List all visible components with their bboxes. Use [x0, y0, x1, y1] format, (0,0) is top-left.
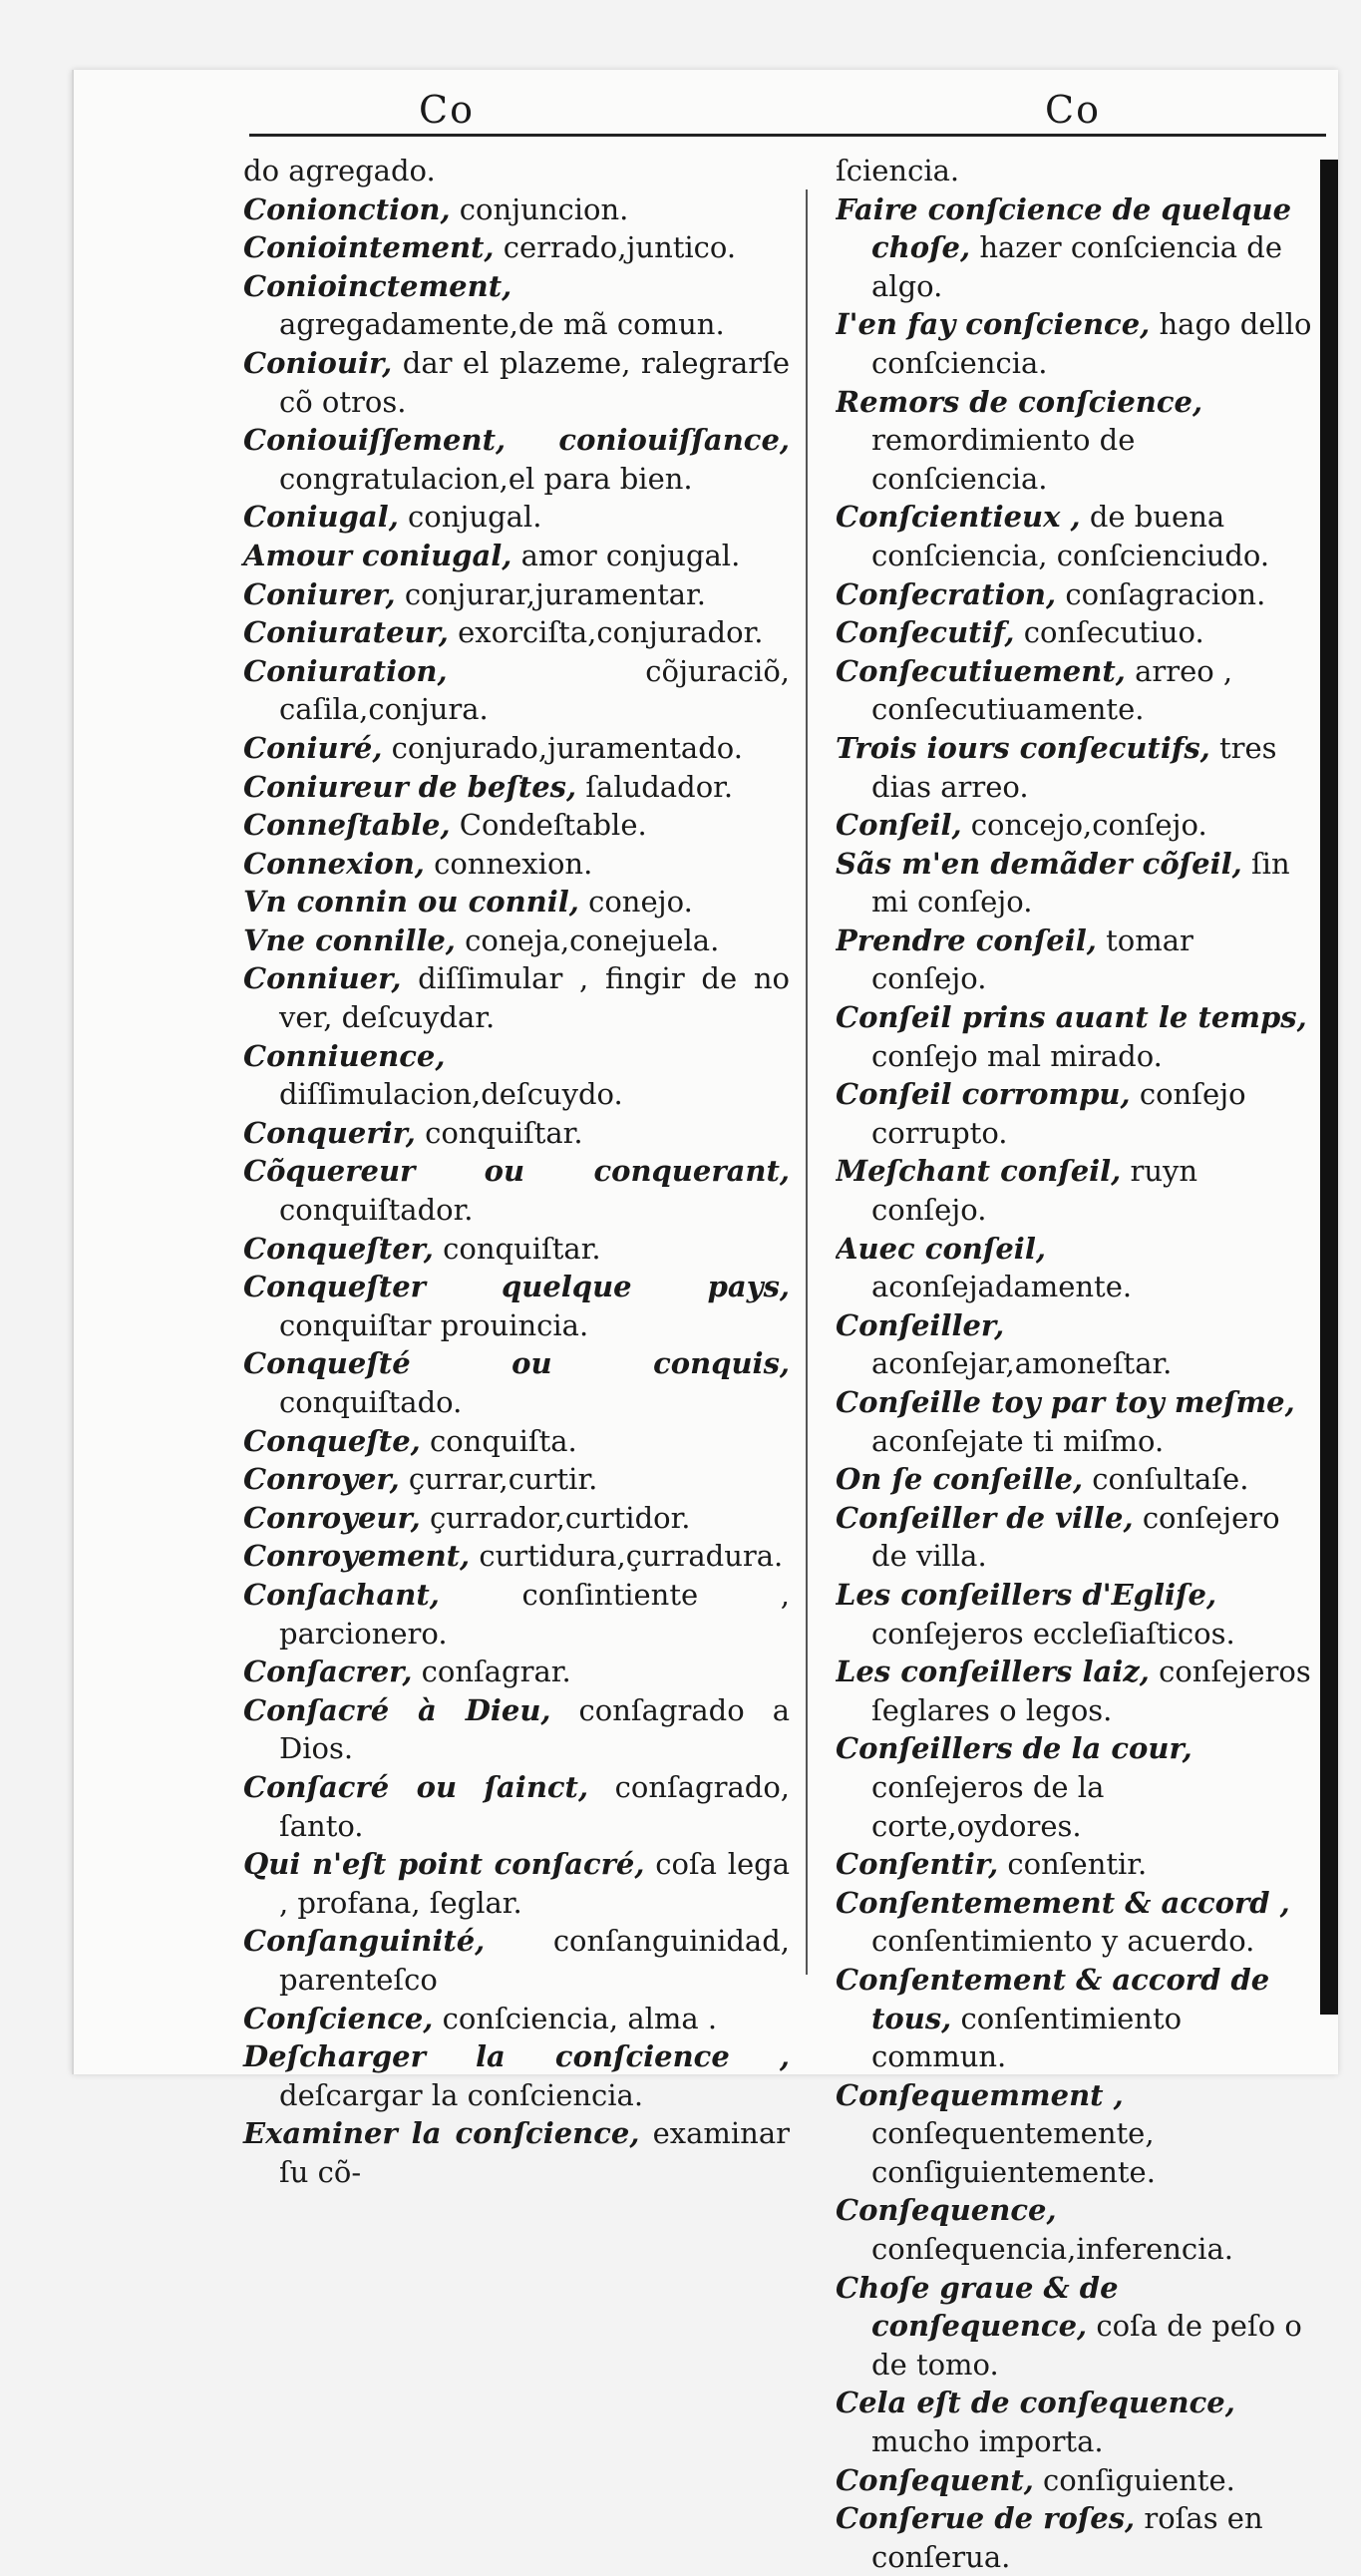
dictionary-entry	[243, 190, 790, 229]
dictionary-entry	[836, 845, 1312, 921]
entry-headword: Conſeiller de ville,	[836, 1500, 1134, 1535]
dictionary-entry	[243, 1152, 790, 1229]
entry-headword: Connexion,	[243, 846, 425, 881]
entry-headword: Conioinctement,	[243, 268, 512, 303]
entry-translation: dar el plazeme, ralegrarſe cõ otros.	[279, 345, 791, 419]
entry-headword: Deſcharger la conſcience ,	[243, 2039, 790, 2074]
entry-translation: conſiguiente.	[1043, 2462, 1235, 2497]
dictionary-entry	[836, 305, 1312, 382]
entry-headword: Conqueſter,	[243, 1231, 434, 1266]
entry-translation: arreo , conſecutiuamente.	[871, 653, 1233, 727]
dictionary-entry	[836, 1845, 1312, 1884]
dictionary-entry	[243, 421, 790, 498]
dictionary-entry	[836, 2461, 1312, 2500]
entry-translation: conquiſtador.	[279, 1193, 474, 1228]
dictionary-entry	[836, 2269, 1312, 2385]
entry-translation: do agregado.	[243, 154, 436, 187]
entry-headword: Cela eſt de conſequence,	[836, 2386, 1235, 2420]
dictionary-entry	[243, 1422, 790, 1461]
dictionary-entry	[243, 921, 790, 960]
entry-headword: Coniuré,	[243, 730, 383, 765]
entry-translation: connexion.	[434, 846, 593, 881]
dictionary-entry	[836, 1729, 1312, 1845]
entry-headword: Conſeil prins auant le temps,	[836, 1000, 1307, 1035]
entry-translation: ſaludador.	[585, 769, 734, 804]
dictionary-entry	[836, 613, 1312, 652]
entry-translation: diſſimular , fingir de no ver, deſcuydar.	[279, 961, 790, 1035]
dictionary-entry	[243, 959, 790, 1036]
entry-headword: Conſentement & accord de tous,	[836, 1962, 1270, 2035]
dictionary-entry	[836, 998, 1312, 1075]
entry-headword: Conſeille toy par toy meſme,	[836, 1385, 1295, 1419]
entry-headword: Coniuration,	[243, 653, 448, 688]
entry-translation: çurrar,curtir.	[408, 1462, 598, 1497]
entry-headword: Coniointement,	[243, 230, 495, 265]
entry-headword: Conſeil corrompu,	[836, 1077, 1131, 1112]
dictionary-entry	[836, 1653, 1312, 1729]
entry-translation: conſanguinidad, parenteſco	[279, 1924, 790, 1997]
entry-headword: Amour coniugal,	[243, 538, 512, 572]
entry-headword: Auec conſeil,	[836, 1231, 1046, 1266]
entry-translation: ruyn conſejo.	[871, 1154, 1198, 1228]
entry-translation: aconſejadamente.	[871, 1270, 1133, 1304]
dictionary-entry	[836, 1306, 1312, 1383]
entry-headword: Prendre conſeil,	[836, 922, 1097, 957]
entry-translation: conſequencia,inferencia.	[871, 2232, 1233, 2267]
entry-headword: I'en fay conſcience,	[836, 307, 1151, 342]
entry-headword: Conſacrer,	[243, 1655, 413, 1689]
entry-headword: Conſeil,	[836, 808, 962, 843]
entry-headword: Conſequence,	[836, 2193, 1057, 2228]
dictionary-entry	[836, 1383, 1312, 1460]
entry-translation: cerrado,juntico.	[503, 230, 737, 265]
entry-headword: Examiner la conſcience,	[243, 2116, 640, 2151]
dictionary-entry	[836, 1499, 1312, 1576]
dictionary-entry	[243, 883, 790, 921]
dictionary-entry	[243, 1344, 790, 1421]
entry-translation: tres dias arreo.	[871, 730, 1277, 804]
dictionary-entry	[243, 613, 790, 652]
dictionary-entry	[836, 921, 1312, 998]
entry-translation: exorciſta,conjurador.	[458, 615, 764, 650]
running-head-left: Co	[419, 88, 475, 132]
entry-translation: amor conjugal.	[520, 538, 741, 572]
entry-translation: conquiſta.	[429, 1423, 577, 1458]
dictionary-entry	[836, 1576, 1312, 1653]
entry-translation: çurrador,curtidor.	[430, 1500, 691, 1535]
entry-translation: conſentimiento commun.	[871, 2001, 1183, 2074]
entry-translation: conſejeros ſeglares o legos.	[871, 1655, 1311, 1727]
dictionary-entry	[243, 1576, 790, 1653]
dictionary-entry	[243, 1691, 790, 1768]
dictionary-entry	[836, 1961, 1312, 2076]
dictionary-entry	[243, 1922, 790, 1999]
entry-translation: deſcargar la conſciencia.	[279, 2077, 644, 2112]
entry-translation: conſejeros eccleſiaſticos.	[871, 1616, 1235, 1651]
entry-translation: conjurado,juramentado.	[391, 730, 743, 765]
entry-headword: Faire conſcience de quelque choſe,	[836, 191, 1292, 265]
entry-headword: Conniuer,	[243, 961, 402, 996]
dictionary-entry	[836, 806, 1312, 845]
entry-translation: conſultaſe.	[1092, 1462, 1249, 1497]
dictionary-entry	[243, 1768, 790, 1845]
dictionary-entry	[243, 267, 790, 344]
dictionary-entry	[243, 344, 790, 421]
entry-translation: ſciencia.	[836, 154, 960, 187]
entry-translation: conquiſtado.	[279, 1385, 463, 1419]
entry-headword: Choſe graue & de conſequence,	[836, 2270, 1119, 2344]
entry-translation: curtidura,çurradura.	[479, 1539, 784, 1574]
entry-headword: Les conſeillers d'Egliſe,	[836, 1577, 1217, 1612]
entry-headword: Sãs m'en demãder cõſeil,	[836, 846, 1242, 881]
entry-translation: conſentir.	[1007, 1847, 1148, 1882]
entry-translation: de buena conſciencia, conſcienciudo.	[871, 500, 1270, 572]
dictionary-entry	[243, 152, 790, 190]
dictionary-entry	[836, 1884, 1312, 1961]
facing-page-edge	[1320, 160, 1338, 2015]
entry-translation: hazer conſciencia de algo.	[871, 230, 1283, 303]
entry-headword: Conſcience,	[243, 2001, 434, 2035]
entry-translation: remordimiento de conſciencia.	[871, 423, 1136, 496]
entry-headword: Conqueſte,	[243, 1423, 421, 1458]
dictionary-entry	[243, 1114, 790, 1153]
right-column	[836, 152, 1312, 2576]
entry-headword: Conſecration,	[836, 576, 1057, 611]
entry-translation: conjugal.	[408, 500, 542, 535]
dictionary-entry	[243, 575, 790, 614]
dictionary-entry	[836, 2191, 1312, 2268]
entry-headword: Conqueſter quelque pays,	[243, 1270, 790, 1304]
entry-translation: tomar conſejo.	[871, 922, 1193, 996]
entry-headword: Conſerue de roſes,	[836, 2501, 1136, 2536]
entry-translation: conjuncion.	[459, 191, 629, 226]
entry-translation: hago dello conſciencia.	[871, 307, 1312, 380]
entry-headword: Cõquereur ou conquerant,	[243, 1154, 790, 1189]
entry-translation: conquiſtar.	[443, 1231, 601, 1266]
dictionary-entry	[243, 537, 790, 575]
entry-headword: Meſchant conſeil,	[836, 1154, 1122, 1189]
entry-translation: conſagrar.	[421, 1655, 571, 1689]
entry-translation: ſin mi conſejo.	[871, 846, 1290, 920]
entry-headword: Conſeiller,	[836, 1307, 1005, 1342]
dictionary-entry	[243, 1537, 790, 1576]
entry-headword: Trois iours conſecutifs,	[836, 730, 1210, 765]
entry-translation: examinar ſu cõ-	[279, 2116, 790, 2189]
entry-headword: Conſentemement & accord ,	[836, 1885, 1290, 1920]
dictionary-entry	[836, 575, 1312, 614]
dictionary-entry	[836, 1152, 1312, 1229]
entry-translation: conſequentemente, conſiguientemente.	[871, 2116, 1156, 2189]
entry-headword: Conſecutiuement,	[836, 653, 1126, 688]
entry-translation: coſa lega , profana, ſeglar.	[279, 1847, 790, 1920]
dictionary-entry	[243, 729, 790, 768]
entry-translation: conſagrado, ſanto.	[279, 1769, 790, 1843]
entry-translation: conquiſtar prouincia.	[279, 1307, 589, 1342]
entry-headword: Coniouiſſement, coniouiſſance,	[243, 423, 790, 458]
dictionary-entry	[836, 498, 1312, 574]
dictionary-entry	[836, 383, 1312, 499]
dictionary-entry	[243, 1268, 790, 1344]
entry-headword: Coniugal,	[243, 500, 399, 535]
entry-headword: Conniuence,	[243, 1038, 446, 1073]
entry-headword: Conionction,	[243, 191, 451, 226]
entry-headword: Conſecutif,	[836, 615, 1015, 650]
dictionary-entry	[836, 2499, 1312, 2576]
entry-translation: coſa de peſo o de tomo.	[871, 2309, 1302, 2382]
entry-translation: mucho importa.	[871, 2424, 1104, 2459]
entry-translation: roſas en conſerua.	[871, 2501, 1263, 2574]
entry-headword: Conroyer,	[243, 1462, 400, 1497]
entry-headword: Conneſtable,	[243, 808, 451, 843]
entry-translation: concejo,conſejo.	[970, 808, 1207, 843]
dictionary-entry	[243, 2037, 790, 2114]
dictionary-entry	[243, 1845, 790, 1922]
entry-headword: Conſequent,	[836, 2462, 1034, 2497]
dictionary-entry	[243, 228, 790, 267]
dictionary-entry	[243, 845, 790, 884]
entry-translation: aconſejar,amoneſtar.	[871, 1346, 1173, 1381]
entry-headword: Qui n'eſt point conſacré,	[243, 1847, 645, 1882]
entry-headword: Conſequemment ,	[836, 2077, 1124, 2112]
entry-translation: conſejo mal mirado.	[871, 1038, 1163, 1073]
dictionary-entry	[836, 652, 1312, 729]
entry-headword: Conſacré à Dieu,	[243, 1692, 551, 1727]
dictionary-entry	[836, 1075, 1312, 1152]
entry-headword: Remors de conſcience,	[836, 384, 1203, 419]
dictionary-entry	[836, 1230, 1312, 1306]
entry-translation: Condeſtable.	[459, 808, 647, 843]
entry-headword: Conſentir,	[836, 1847, 999, 1882]
entry-translation: coneja,conejuela.	[465, 922, 720, 957]
dictionary-entry	[243, 1653, 790, 1691]
dictionary-entry	[243, 1037, 790, 1114]
dictionary-entry	[243, 1230, 790, 1269]
dictionary-entry	[243, 652, 790, 729]
entry-headword: Conqueſté ou conquis,	[243, 1346, 790, 1381]
entry-headword: Conſcientieux ,	[836, 500, 1081, 535]
entry-translation: conquiſtar.	[425, 1115, 583, 1150]
entry-headword: Conroyement,	[243, 1539, 471, 1574]
entry-translation: conſciencia, alma .	[442, 2001, 718, 2035]
dictionary-entry	[243, 806, 790, 845]
entry-headword: Vn connin ou connil,	[243, 885, 579, 920]
entry-headword: Conquerir,	[243, 1115, 416, 1150]
dictionary-entry	[243, 768, 790, 807]
dictionary-entry	[836, 190, 1312, 306]
entry-translation: conſejeros de la corte,oydores.	[871, 1769, 1105, 1843]
entry-headword: Conſanguinité,	[243, 1924, 486, 1959]
entry-translation: conejo.	[588, 885, 693, 920]
dictionary-entry	[243, 1499, 790, 1538]
dictionary-entry	[836, 2076, 1312, 2192]
dictionary-entry	[836, 1460, 1312, 1499]
dictionary-entry	[836, 152, 1312, 190]
entry-headword: Coniureur de beſtes,	[243, 769, 577, 804]
entry-translation: conſagracion.	[1065, 576, 1266, 611]
entry-translation: conſejero de villa.	[871, 1500, 1280, 1574]
dictionary-entry	[243, 1460, 790, 1499]
entry-translation: cõjuraciõ, caſila,conjura.	[279, 653, 790, 727]
dictionary-entry	[243, 2114, 790, 2191]
entry-headword: On ſe conſeille,	[836, 1462, 1084, 1497]
entry-headword: Conſeillers de la cour,	[836, 1731, 1192, 1766]
entry-translation: aconſejate ti miſmo.	[871, 1423, 1165, 1458]
entry-translation: conſejo corrupto.	[871, 1077, 1246, 1150]
left-column	[243, 152, 790, 2191]
dictionary-entry	[243, 498, 790, 537]
entry-headword: Coniurateur,	[243, 615, 449, 650]
entry-headword: Coniouir,	[243, 345, 393, 380]
entry-translation: conſagrado a Dios.	[279, 1692, 790, 1766]
dictionary-entry	[836, 729, 1312, 806]
entry-headword: Les conſeillers laiz,	[836, 1655, 1150, 1689]
entry-translation: congratulacion,el para bien.	[279, 461, 693, 496]
dictionary-entry	[243, 2000, 790, 2038]
entry-translation: agregadamente,de mã comun.	[279, 307, 725, 342]
column-divider	[806, 189, 808, 1975]
entry-translation: conjurar,juramentar.	[404, 576, 706, 611]
entry-translation: conſintiente , parcionero.	[279, 1577, 790, 1651]
header-rule	[249, 134, 1326, 137]
entry-translation: conſecutiuo.	[1023, 615, 1204, 650]
entry-headword: Conſacré ou ſainct,	[243, 1769, 589, 1804]
entry-headword: Vne connille,	[243, 922, 456, 957]
entry-headword: Coniurer,	[243, 576, 396, 611]
entry-translation: conſentimiento y acuerdo.	[871, 1924, 1255, 1959]
running-head-right: Co	[1045, 88, 1101, 132]
dictionary-entry	[836, 2384, 1312, 2460]
entry-headword: Conroyeur,	[243, 1500, 421, 1535]
entry-translation: diſſimulacion,deſcuydo.	[279, 1077, 623, 1112]
entry-headword: Conſachant,	[243, 1577, 440, 1612]
